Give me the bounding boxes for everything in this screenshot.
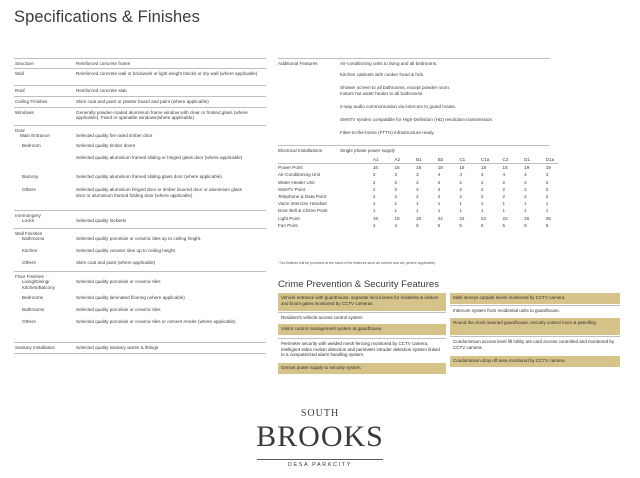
table-cell: 1 <box>459 208 462 214</box>
floor-finish-value: Selected quality porcelain or ceramic tiles or cement render (where applicable) <box>76 319 236 324</box>
wall-finish-label: Bathrooms <box>22 236 45 241</box>
table-cell: 4 <box>545 172 549 178</box>
table-cell: 22 <box>437 215 443 221</box>
column-header: A2 <box>394 157 401 162</box>
table-cell: 5 <box>502 222 506 228</box>
door-value: Selected quality timber doors <box>76 143 136 148</box>
table-cell: 5 <box>416 222 419 228</box>
crime-feature-box: Visitor control management system at guardhouse. <box>278 324 446 335</box>
spec-label: Sanitary Installation <box>15 344 56 350</box>
table-cell: 2 <box>480 179 484 185</box>
additional-feature-item: Instant hot water heater to all bathrooms. <box>340 91 424 96</box>
table-cell: 1 <box>372 208 376 214</box>
table-cell: 2 <box>502 186 506 192</box>
row-label: Power Point <box>278 164 363 172</box>
table-cell: 3 <box>394 172 398 178</box>
door-heading: Door <box>15 127 25 133</box>
spec-value: Reinforced concrete wall or brickwork or light weight blocks or dry wall (where applicable) <box>76 70 258 76</box>
table-cell: 4 <box>459 172 462 178</box>
column-header: B1 <box>416 157 422 162</box>
row-label: Fan Point <box>278 222 298 228</box>
crime-feature-box: Multi storeys carpark levels monitored by CCTV camera. <box>450 293 620 304</box>
door-label: Balcony <box>22 174 39 179</box>
spec-row-wall <box>14 68 266 85</box>
ironmongery-label: Locks <box>22 218 35 223</box>
spec-row-windows <box>14 107 266 125</box>
table-cell: 2 <box>524 179 527 185</box>
door-label: Main Entrance <box>20 133 50 138</box>
wall-finishes-heading: Wall Finishes <box>15 230 43 236</box>
table-cell: 1 <box>437 201 441 207</box>
table-cell: 1 <box>545 201 549 207</box>
table-cell: 1 <box>416 201 419 207</box>
table-cell: 2 <box>416 194 419 200</box>
table-cell: 25 <box>524 215 530 221</box>
floor-finish-label: Others <box>22 319 36 324</box>
floor-finish-label: Bathrooms <box>22 307 45 312</box>
table-cell: 5 <box>459 222 462 228</box>
table-cell: 1 <box>480 208 484 214</box>
table-cell: 2 <box>459 179 462 185</box>
table-cell: 18 <box>471 164 493 172</box>
table-header-row <box>278 156 558 164</box>
table-cell: 16 <box>385 164 407 172</box>
table-cell: 1 <box>394 201 398 207</box>
table-cell: 2 <box>394 194 398 200</box>
table-cell: 18 <box>428 164 450 172</box>
door-label: Others <box>22 187 36 192</box>
column-header: C1a <box>480 157 490 162</box>
spec-row-ceiling <box>14 96 266 107</box>
additional-features-section <box>278 58 550 145</box>
additional-feature-item: 2-way audio communication via intercom to guard house. <box>340 104 457 109</box>
logo-south: SOUTH <box>300 408 340 419</box>
row-label: Door Bell & Chime Point <box>278 208 328 214</box>
electrical-points-body <box>278 164 558 229</box>
table-cell: 19 <box>394 215 400 221</box>
table-row <box>278 222 558 229</box>
table-cell: 2 <box>459 194 462 200</box>
spec-label: Wall <box>15 70 24 76</box>
footnote: * No finishes will be provided at the back of the features such as mirrors and etc (where applicable). <box>278 261 437 265</box>
spec-label: Structure <box>15 60 34 66</box>
table-cell: 4 <box>437 172 441 178</box>
table-cell: 2 <box>394 186 398 192</box>
table-row <box>278 171 558 178</box>
table-cell: 4 <box>394 222 398 228</box>
additional-feature-item: Air-conditioning units to living and all bedrooms. <box>340 60 438 66</box>
crime-section-title: Crime Prevention & Security Features <box>278 279 440 290</box>
additional-features-label: Additional Features <box>278 60 318 66</box>
electrical-points-table <box>278 156 558 229</box>
crime-feature-box: Intercom system from residential units to guardhouse. <box>450 305 620 316</box>
floor-finish-value: Selected quality laminated flooring (where applicable) <box>76 295 185 300</box>
crime-feature-box: Condominium access level lift lobby are card access controlled and monitored by CCTV camera. <box>450 336 620 354</box>
door-value: Selected quality aluminium framed sliding or hinged glass door (where applicable) <box>76 155 243 160</box>
floor-finishes-heading: Floor Finishes <box>15 273 44 279</box>
table-cell: 4 <box>372 222 376 228</box>
door-value: Selected quality fire rated timber door <box>76 133 153 138</box>
floor-finishes-section <box>14 271 266 342</box>
crime-feature-box: Round the clock manned guardhouse, security control room & patrolling. <box>450 318 620 335</box>
table-cell: 4 <box>524 172 527 178</box>
table-cell: 1 <box>480 201 484 207</box>
crime-feature-box: Vehicle entrance with guardhouse, separate in/out lanes for residents & visitors and boom gates monitored by CCTV cameras. <box>278 293 446 311</box>
table-cell: 3 <box>372 172 376 178</box>
door-label: Bedroom <box>22 143 41 148</box>
spec-value: Skim coat and paint or plaster board and paint (where applicable) <box>76 98 209 104</box>
floor-finish-label: Bedrooms <box>22 295 43 300</box>
column-header: C1 <box>459 157 466 162</box>
table-row <box>278 164 558 172</box>
spec-value: Generally powder-coated aluminium frame window with clear or frosted glass (where applicable). Fixed or openable windows(where applicable) <box>76 109 248 121</box>
column-header: B2 <box>437 157 444 162</box>
table-cell: 2 <box>416 179 419 185</box>
table-cell: 2 <box>480 186 484 192</box>
table-cell: 22 <box>502 215 508 221</box>
table-cell: 2 <box>480 194 484 200</box>
page-title: Specifications & Finishes <box>14 8 200 26</box>
additional-feature-item: Shower screen to all bathrooms, except powder room. <box>340 85 451 90</box>
spec-row-structure <box>14 58 266 68</box>
column-header: C2 <box>502 157 509 162</box>
table-cell: 1 <box>437 208 441 214</box>
door-section <box>14 125 266 210</box>
table-cell: 5 <box>437 222 441 228</box>
table-cell: 19 <box>372 215 378 221</box>
table-cell: 2 <box>372 186 376 192</box>
table-cell: 19 <box>515 164 537 172</box>
table-cell: 2 <box>545 186 549 192</box>
crime-feature-box: Genset power supply to security system. <box>278 363 446 374</box>
additional-feature-item: Kitchen cabinets with cooker hood & hob. <box>340 72 425 77</box>
wall-finish-label: Others <box>22 260 36 265</box>
spec-value: Reinforced concrete slab <box>76 87 127 93</box>
floor-finish-value: Selected quality porcelain or ceramic tiles <box>76 279 161 284</box>
table-cell: 2 <box>394 179 398 185</box>
table-cell: 4 <box>502 172 506 178</box>
electrical-value: Single phase power supply <box>340 147 395 153</box>
table-cell: 19 <box>536 164 558 172</box>
table-cell: 1 <box>372 201 376 207</box>
table-cell: 22 <box>480 215 487 221</box>
table-cell: 6 <box>524 222 527 228</box>
table-cell: 1 <box>394 208 398 214</box>
table-row <box>278 186 558 193</box>
spec-label: Ceiling Finishes <box>15 98 48 104</box>
column-header: D1a <box>545 157 555 162</box>
table-cell: 1 <box>502 201 506 207</box>
table-cell: 25 <box>545 215 551 221</box>
table-cell: 2 <box>524 194 527 200</box>
spec-label: Roof <box>15 87 25 93</box>
table-cell: 2 <box>416 186 419 192</box>
table-cell: 1 <box>524 208 527 214</box>
table-cell: 2 <box>459 186 462 192</box>
additional-feature-item: SMATV system compatible for High-Definition (HD) resolution transmission. <box>340 117 494 122</box>
table-cell: 1 <box>545 208 549 214</box>
table-cell: 2 <box>545 194 549 200</box>
logo-divider <box>257 459 383 460</box>
crime-feature-box: Resident's vehicle access control system <box>278 312 446 323</box>
wall-finish-value: Skim coat and paint (where applicable) <box>76 260 156 265</box>
table-cell: 1 <box>524 201 527 207</box>
wall-finish-value: Selected quality ceramic tiles up to ceiling height. <box>76 248 177 253</box>
table-cell: 1 <box>502 208 506 214</box>
row-label: Water Heater Unit <box>278 179 315 185</box>
floor-finish-label: Living/Dining/ Kitchen/Balcony <box>22 279 55 290</box>
spec-row-sanitary <box>14 342 266 353</box>
ironmongery-heading: Ironmongery <box>15 212 41 218</box>
wall-finishes-section <box>14 228 266 271</box>
row-label: Light Point <box>278 215 300 221</box>
spec-value: Reinforced concrete frame <box>76 60 131 66</box>
additional-feature-item: Fiber-to-the-home (FTTH) infrastructure ready. <box>340 130 435 135</box>
crime-feature-box: Condominium drop off area monitored by CCTV camera. <box>450 356 620 367</box>
table-cell: 20 <box>416 215 422 221</box>
wall-finish-value: Selected quality porcelain or ceramic tiles up to ceiling height. <box>76 236 202 241</box>
spec-row-roof <box>14 85 266 96</box>
table-cell: 3 <box>416 172 419 178</box>
electrical-row <box>278 145 550 156</box>
logo-brooks: BROOKS <box>256 420 384 453</box>
table-row <box>278 207 558 214</box>
table-cell: 2 <box>372 179 376 185</box>
table-row <box>278 215 558 222</box>
ironmongery-section <box>14 210 266 228</box>
table-cell: 2 <box>437 179 441 185</box>
table-cell: 16 <box>407 164 429 172</box>
table-cell: 2 <box>545 179 549 185</box>
spec-value: Selected quality sanitary wares & fittings <box>76 344 159 350</box>
spec-label: Windows <box>15 109 34 115</box>
column-header: D1 <box>524 157 531 162</box>
column-header: A1 <box>372 157 379 162</box>
table-cell: 22 <box>459 215 465 221</box>
row-label: Air-Conditioning Unit <box>278 172 321 178</box>
table-cell: 2 <box>437 194 441 200</box>
table-cell: 1 <box>416 208 419 214</box>
table-cell: 2 <box>437 186 441 192</box>
crime-feature-box: Perimeter security with welded mesh fencing monitored by CCTV camera, intelligent video motion detection and perimeter intruder detection system linked to a computerized alarm handling system. <box>278 338 446 362</box>
table-row <box>278 200 558 207</box>
table-cell: 6 <box>545 222 549 228</box>
left-spec-column <box>14 58 266 354</box>
table-row <box>278 193 558 200</box>
door-value: Selected quality aluminium framed sliding glass door (where applicable) <box>76 174 222 179</box>
table-cell: 16 <box>363 164 385 172</box>
row-label: SMATV Point <box>278 186 306 192</box>
table-cell: 4 <box>480 172 484 178</box>
row-label: Telephone & Data Point <box>278 194 327 200</box>
table-cell: 2 <box>524 186 527 192</box>
table-cell: 2 <box>372 194 376 200</box>
table-cell: 18 <box>450 164 472 172</box>
table-cell: 2 <box>502 194 506 200</box>
electrical-label: Electrical Installations <box>278 147 323 153</box>
right-spec-column <box>278 58 550 156</box>
table-cell: 1 <box>459 201 462 207</box>
table-cell: 2 <box>502 179 506 185</box>
table-row <box>278 179 558 186</box>
wall-finish-label: Kitchen <box>22 248 38 253</box>
logo-desa-parkcity: DESA PARKCITY <box>287 462 353 468</box>
table-cell: 6 <box>480 222 484 228</box>
row-label: Voice Intercom Handset <box>278 201 327 207</box>
ironmongery-value: Selected quality locksets <box>76 218 127 223</box>
floor-finish-value: Selected quality porcelain or ceramic tiles <box>76 307 161 312</box>
table-cell: 18 <box>493 164 515 172</box>
door-value: Selected quality aluminium hinged door or timber louvred door or aluminium glass door or aluminium framed folding door (where applicable) <box>76 187 242 198</box>
